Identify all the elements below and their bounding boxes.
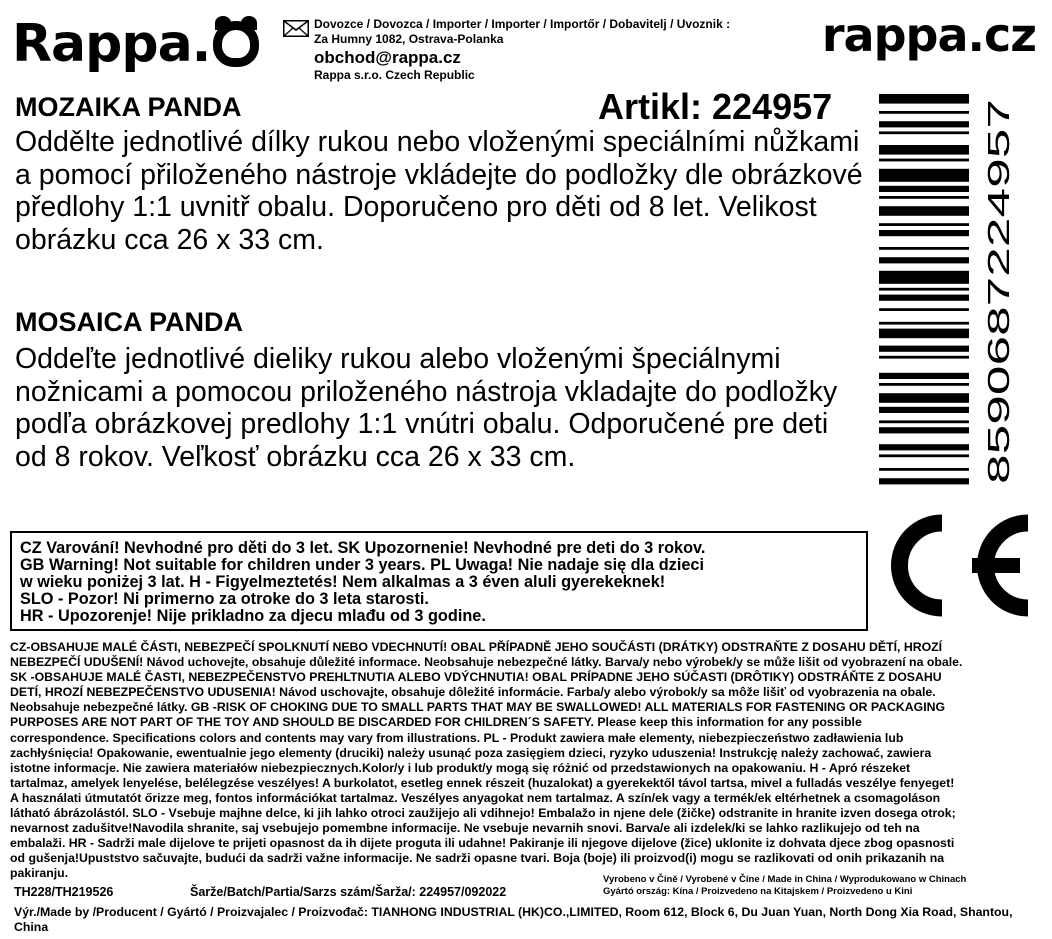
barcode-bar — [879, 383, 969, 386]
product-description-cz: Oddělte jednotlivé dílky rukou nebo vloženými speciálními nůžkami a pomocí přiloženého nástroje vkládejte do podložky dle obrázkové předlohy 1:1 uvnitř obalu. Doporučeno pro děti od 8 let. Velikost obrázku cca 26 x 33 cm. — [15, 126, 863, 256]
bear-logo-icon — [213, 21, 259, 67]
barcode-bar — [879, 94, 969, 104]
product-title-sk: MOSAICA PANDA — [15, 307, 243, 337]
barcode-bar — [879, 329, 969, 339]
barcode-bar — [879, 356, 969, 359]
product-codes: TH228/TH219526 — [14, 885, 114, 899]
importer-email: obchod@rappa.cz — [314, 48, 461, 67]
fine-print-line: embalaži. HR - Sadrži male dijelove te prijeti opasnost da ih dijete proguta ili udahne! Pakiranje ili njegove dijelove (žice) uklonite iz dohvata djece zbog opasnosti — [10, 836, 955, 851]
barcode-bar — [879, 308, 969, 311]
barcode-bar — [879, 230, 969, 236]
barcode-bar — [879, 169, 969, 182]
barcode-bar — [879, 454, 969, 457]
barcode-bar — [879, 468, 969, 471]
barcode-bar — [879, 444, 969, 450]
article-number: Artikl: 224957 — [598, 86, 833, 127]
barcode-bar — [879, 206, 969, 216]
barcode-bar — [879, 196, 969, 199]
barcode-bar — [879, 427, 969, 433]
rappa-logo — [12, 14, 259, 74]
barcode-bar — [879, 131, 969, 134]
barcode-bar — [879, 271, 969, 284]
country-of-origin — [603, 874, 966, 898]
barcode-digits: 8590687224957 — [981, 259, 1016, 484]
barcode-bar — [879, 393, 969, 403]
barcode-bar — [879, 373, 969, 379]
fine-print-line: NEBEZPEČÍ UDUŠENÍ! Návod uchovejte, obsahuje důležité informace. Neobsahuje nebezpečné látky. Barva/y nebo výrobek/y se může lišit od vyobrazení na obale. — [10, 655, 963, 670]
fine-print-line: tartalmaz, amelyek lenyelése, belélegzése veszélyes! A burkolatot, esetleg ennek részeit (huzalokat) a gyerekektől távol tartsa, mivel a fulladás veszélye fenyeget! — [10, 775, 955, 790]
fine-print-line: DETÍ, HROZÍ NEBEZPEČENSTVO UDUSENIA! Návod uschovajte, obsahuje dôležité informácie. Farba/y alebo výrobok/y sa môže lišiť od vyobrazenia na obale. — [10, 685, 936, 700]
fine-print-line: pakiranju. — [10, 866, 69, 881]
ce-mark-icon — [880, 513, 1040, 618]
barcode-bar — [879, 145, 969, 155]
batch-number: Šarže/Batch/Partia/Sarzs szám/Šarža/: 224957/092022 — [190, 885, 507, 899]
fine-print-line: correspondence. Specifications colors and contents may vary from illustrations. PL - Produkt zawiera małe elementy, niebezpieczeństwo zadławienia lub — [10, 730, 904, 745]
importer-address: Za Humny 1082, Ostrava-Polanka — [314, 32, 504, 46]
barcode-bar — [879, 121, 969, 127]
logo-text: Rappa. — [12, 14, 211, 74]
fine-print-line: CZ-OBSAHUJE MALÉ ČÁSTI, NEBEZPEČÍ SPOLKNUTÍ NEBO VDECHNUTÍ! OBAL PŘÍPADNĚ JEHO SOUČÁSTI (DRÁTKY) ODSTRAŇTE Z DOSAHU DĚTÍ, HROZÍ — [10, 640, 943, 654]
barcode-bar — [879, 346, 969, 352]
warning-line: GB Warning! Not suitable for children under 3 years. PL Uwaga! Nie nadaje się dla dzieci — [20, 556, 704, 574]
barcode-bar — [879, 295, 969, 301]
barcode-bar — [879, 478, 969, 484]
warning-line: w wieku poniżej 3 lat. H - Figyelmeztetés! Nem alkalmas a 3 éven aluli gyerekeknek! — [20, 573, 666, 591]
fine-print-line: Neobsahuje nebezpečné látky. GB -RISK OF CHOKING DUE TO SMALL PARTS THAT MAY BE SWALLOWED! ALL MATERIALS FOR FASTENING OR PACKAGING — [10, 700, 946, 715]
origin-line: Gyártó ország: Kína / Proizvedeno na Kitajskem / Proizvedeno u Kini — [603, 886, 913, 897]
warning-line: HR - Upozorenje! Nije prikladno za djecu mlađu od 3 godine. — [20, 607, 486, 625]
barcode-bar — [879, 288, 969, 291]
barcode-bars — [879, 94, 969, 484]
importer-company: Rappa s.r.o. Czech Republic — [314, 68, 475, 82]
barcode-bar — [879, 322, 969, 325]
barcode-bar — [879, 407, 969, 413]
barcode-bar — [879, 223, 969, 226]
fine-print-line: istotne informacje. Nie zawiera materiałów niebezpiecznych.Kolor/y i lub produkt/y mogą się różnić od przedstawionych na opakowaniu. H - Apró részeket — [10, 760, 911, 775]
barcode-bar — [879, 186, 969, 192]
importer-label: Dovozce / Dovozca / Importer / Importer / Importőr / Dobavitelj / Uvoznik : — [314, 17, 731, 31]
importer-info — [314, 17, 730, 83]
fine-print-line: nevarnost zadušitve!Navodila shranite, saj vsebujejo pomembne informacije. Ne vsebuje nevarnih snovi. Barva/e ali izdelek/ki se lahko razlikujejo od teh na — [10, 821, 920, 836]
fine-print-line: zachłyśnięcia! Opakowanie, ewentualnie jego elementy (druciki) należy usunąć poza zasięgiem dzieci, ryzyko uduszenia! Instrukcję należy zachować, zawiera — [10, 745, 932, 760]
barcode-bar — [879, 159, 969, 162]
fine-print-line: A használati útmutatót őrizze meg, fontos információkat tartalmaz. Veszélyes anyagokat nem tartalmaz. A szín/ek vagy a termék/ek eltérhetnek a csomagoláson — [10, 790, 941, 805]
fine-print-line: PURPOSES ARE NOT PART OF THE TOY AND SHOULD BE DISCARDED FOR CHILDREN´S SAFETY. Please keep this information for any possible — [10, 715, 862, 730]
fine-print-line: SK -OBSAHUJE MALÉ ČASTI, NEBEZPEČENSTVO PREHLTNUTIA ALEBO VDÝCHNUTIA! OBAL PRÍPADNE JEHO SÚČASTI (DRÔTIKY) ODSTRÁŇTE Z DOSAHU — [10, 670, 942, 685]
barcode-bar — [879, 257, 969, 263]
warning-box — [10, 531, 868, 631]
barcode-bar — [879, 111, 969, 114]
fine-print-line: od gušenja!Upuststvo sačuvajte, budući da sadrži važne informacije. Ne sadrži opasne tvari. Boja (boje) ili proizvod(i) mogu se razlikovati od onih prikazanih na — [10, 851, 945, 866]
product-description-sk: Oddeľte jednotlivé dieliky rukou alebo vloženými špeciálnymi nožnicami a pomocou priloženého nástroja vkladajte do podložky podľa obrázkovej predlohy 1:1 vnútri obalu. Odporučené pre deti od 8 rokov. Veľkosť obrázku cca 26 x 33 cm. — [15, 343, 838, 473]
safety-fine-print — [10, 640, 1045, 882]
fine-print-line: látható ábrázolástól. SLO - Vsebuje majhne delce, ki jih lahko otroci zaužijejo ali vdihnejo! Embalažo in njene dele (žičke) odstranite in hranite izven dosega otrok; — [10, 806, 956, 821]
product-title-cz: MOZAIKA PANDA — [15, 92, 242, 122]
barcode — [879, 92, 1016, 492]
rappa-website-logo: rappa.cz — [821, 8, 1036, 62]
manufacturer-info: Výr./Made by /Producent / Gyártó / Proizvajalec / Proizvođač: TIANHONG INDUSTRIAL (HK)CO.,LIMITED, Room 612, Block 6, Du Juan Yuan, North Dong Xia Road, Shantou, China — [14, 905, 1013, 934]
origin-line: Vyrobeno v Číně / Vyrobené v Číne / Made in China / Wyprodukowano w Chinach — [603, 874, 967, 885]
barcode-bar — [879, 247, 969, 250]
warning-line: CZ Varování! Nevhodné pro děti do 3 let. SK Upozornenie! Nevhodné pre deti do 3 rokov. — [20, 539, 706, 557]
barcode-bar — [879, 420, 969, 423]
envelope-icon — [283, 20, 309, 37]
warning-line: SLO - Pozor! Ni primerno za otroke do 3 leta starosti. — [20, 590, 429, 608]
